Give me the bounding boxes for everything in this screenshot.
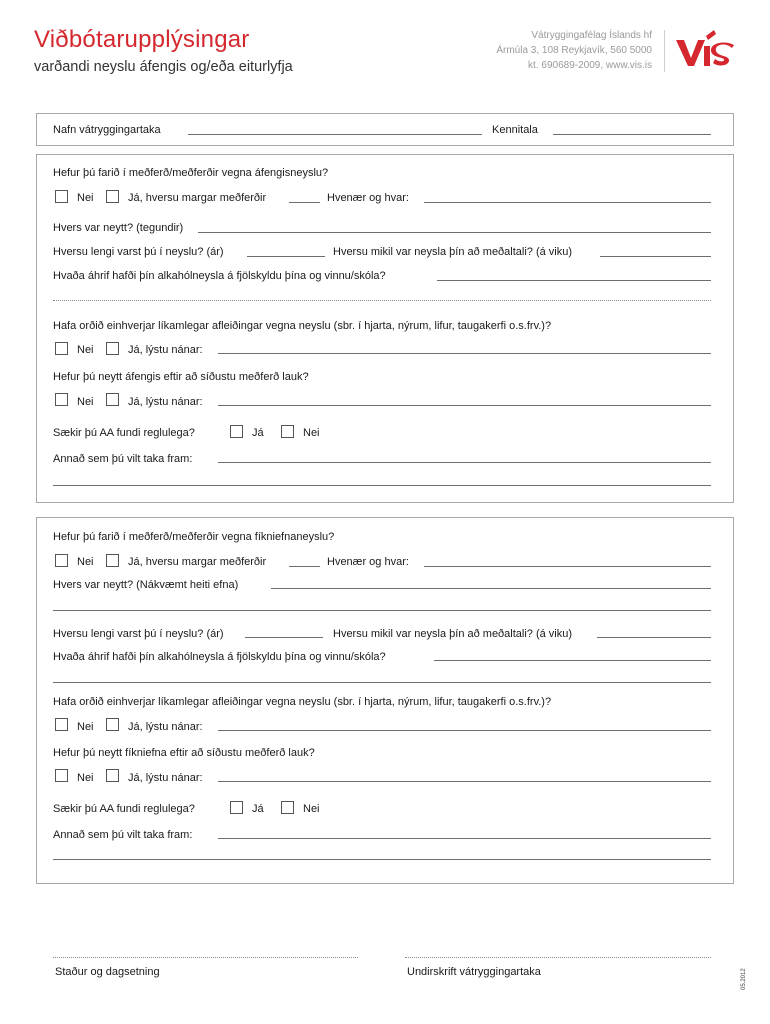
drugs-other-extra-line[interactable] — [53, 859, 711, 860]
place-date-label: Staður og dagsetning — [55, 966, 160, 978]
company-address: Ármúla 3, 108 Reykjavík, 560 5000 — [496, 45, 652, 56]
alcohol-physical-ja-checkbox[interactable] — [106, 342, 119, 355]
nei-label: Nei — [77, 772, 94, 784]
ja-label: Já — [252, 427, 264, 439]
drugs-physical-ja-checkbox[interactable] — [106, 718, 119, 731]
signature-field[interactable] — [405, 957, 711, 958]
effects-label: Hvaða áhrif hafði þín alkahólneysla á fjölskyldu þína og vinnu/skóla? — [53, 270, 386, 282]
what-used-label: Hvers var neytt? (Nákvæmt heiti efna) — [53, 579, 239, 591]
nei-label: Nei — [303, 427, 320, 439]
alcohol-effects-field[interactable] — [437, 280, 711, 281]
other-label: Annað sem þú vilt taka fram: — [53, 453, 193, 465]
drugs-what-used-field[interactable] — [271, 588, 711, 589]
page-title: Viðbótarupplýsingar — [34, 26, 250, 53]
other-label: Annað sem þú vilt taka fram: — [53, 829, 193, 841]
company-id-web: kt. 690689-2009, www.vis.is — [528, 60, 652, 71]
drugs-physical-details-field[interactable] — [218, 730, 711, 731]
after-question: Hefur þú neytt áfengis eftir að síðustu meðferð lauk? — [53, 371, 309, 383]
name-field[interactable] — [188, 134, 482, 135]
nei-label: Nei — [77, 192, 94, 204]
how-long-label: Hversu lengi varst þú í neyslu? (ár) — [53, 628, 224, 640]
company-info — [432, 28, 652, 73]
alcohol-after-details-field[interactable] — [218, 405, 711, 406]
drugs-after-nei-checkbox[interactable] — [55, 769, 68, 782]
ja-specify-label: Já, lýstu nánar: — [128, 721, 203, 733]
drugs-how-long-field[interactable] — [245, 637, 323, 638]
aa-question: Sækir þú AA fundi reglulega? — [53, 427, 195, 439]
alcohol-what-used-field[interactable] — [198, 232, 711, 233]
drugs-treatment-question: Hefur þú farið í meðferð/meðferðir vegna fíkniefnaneyslu? — [53, 531, 335, 543]
drugs-aa-ja-checkbox[interactable] — [230, 801, 243, 814]
drugs-aa-nei-checkbox[interactable] — [281, 801, 294, 814]
drugs-physical-nei-checkbox[interactable] — [55, 718, 68, 731]
drugs-when-where-field[interactable] — [424, 566, 711, 567]
alcohol-how-long-field[interactable] — [247, 256, 325, 257]
signature-label: Undirskrift vátryggingartaka — [407, 966, 541, 978]
ja-how-many-label: Já, hversu margar meðferðir — [128, 192, 267, 204]
when-where-label: Hvenær og hvar: — [327, 192, 409, 204]
alcohol-physical-details-field[interactable] — [218, 353, 711, 354]
alcohol-aa-ja-checkbox[interactable] — [230, 425, 243, 438]
nei-label: Nei — [77, 396, 94, 408]
header-divider — [664, 30, 665, 72]
ja-how-many-label: Já, hversu margar meðferðir — [128, 556, 267, 568]
alcohol-treatment-ja-checkbox[interactable] — [106, 190, 119, 203]
place-date-field[interactable] — [53, 957, 358, 958]
ja-label: Já — [252, 803, 264, 815]
alcohol-other-field[interactable] — [218, 462, 711, 463]
drugs-effects-extra-line[interactable] — [53, 682, 711, 683]
alcohol-after-ja-checkbox[interactable] — [106, 393, 119, 406]
nei-label: Nei — [77, 556, 94, 568]
effects-label: Hvaða áhrif hafði þín alkahólneysla á fjölskyldu þína og vinnu/skóla? — [53, 651, 386, 663]
physical-question: Hafa orðið einhverjar líkamlegar afleiðingar vegna neyslu (sbr. í hjarta, nýrum, lifur, taugakerfi o.s.frv.)? — [53, 696, 552, 708]
drugs-treatment-nei-checkbox[interactable] — [55, 554, 68, 567]
page-subtitle: varðandi neyslu áfengis og/eða eiturlyfja — [34, 59, 293, 75]
alcohol-aa-nei-checkbox[interactable] — [281, 425, 294, 438]
alcohol-when-where-field[interactable] — [424, 202, 711, 203]
alcohol-other-extra-line[interactable] — [53, 485, 711, 486]
drugs-what-used-extra-line[interactable] — [53, 610, 711, 611]
alcohol-physical-nei-checkbox[interactable] — [55, 342, 68, 355]
what-used-label: Hvers var neytt? (tegundir) — [53, 222, 184, 234]
how-much-label: Hversu mikil var neysla þín að meðaltali? (á viku) — [333, 246, 573, 258]
drugs-other-field[interactable] — [218, 838, 711, 839]
ja-specify-label: Já, lýstu nánar: — [128, 344, 203, 356]
aa-question: Sækir þú AA fundi reglulega? — [53, 803, 195, 815]
form-code: 05.2012 — [741, 968, 747, 990]
vis-logo — [674, 26, 736, 72]
drugs-how-much-field[interactable] — [597, 637, 711, 638]
alcohol-effects-extra-line[interactable] — [53, 300, 711, 301]
drugs-treatment-count-field[interactable] — [289, 566, 320, 567]
kennitala-label: Kennitala — [492, 124, 538, 136]
how-much-label: Hversu mikil var neysla þín að meðaltali? (á viku) — [333, 628, 573, 640]
alcohol-how-much-field[interactable] — [600, 256, 711, 257]
nei-label: Nei — [77, 721, 94, 733]
ja-specify-label: Já, lýstu nánar: — [128, 772, 203, 784]
how-long-label: Hversu lengi varst þú í neyslu? (ár) — [53, 246, 224, 258]
after-question: Hefur þú neytt fíkniefna eftir að síðustu meðferð lauk? — [53, 747, 315, 759]
drugs-after-details-field[interactable] — [218, 781, 711, 782]
drugs-treatment-ja-checkbox[interactable] — [106, 554, 119, 567]
physical-question: Hafa orðið einhverjar líkamlegar afleiðingar vegna neyslu (sbr. í hjarta, nýrum, lifur, taugakerfi o.s.frv.)? — [53, 320, 552, 332]
ja-specify-label: Já, lýstu nánar: — [128, 396, 203, 408]
alcohol-treatment-count-field[interactable] — [289, 202, 320, 203]
nei-label: Nei — [303, 803, 320, 815]
company-name: Vátryggingafélag Íslands hf — [531, 30, 652, 41]
alcohol-treatment-nei-checkbox[interactable] — [55, 190, 68, 203]
when-where-label: Hvenær og hvar: — [327, 556, 409, 568]
alcohol-treatment-question: Hefur þú farið í meðferð/meðferðir vegna áfengisneyslu? — [53, 167, 329, 179]
kennitala-field[interactable] — [553, 134, 711, 135]
drugs-after-ja-checkbox[interactable] — [106, 769, 119, 782]
alcohol-after-nei-checkbox[interactable] — [55, 393, 68, 406]
name-label: Nafn vátryggingartaka — [53, 124, 161, 136]
drugs-effects-field[interactable] — [434, 660, 711, 661]
nei-label: Nei — [77, 344, 94, 356]
